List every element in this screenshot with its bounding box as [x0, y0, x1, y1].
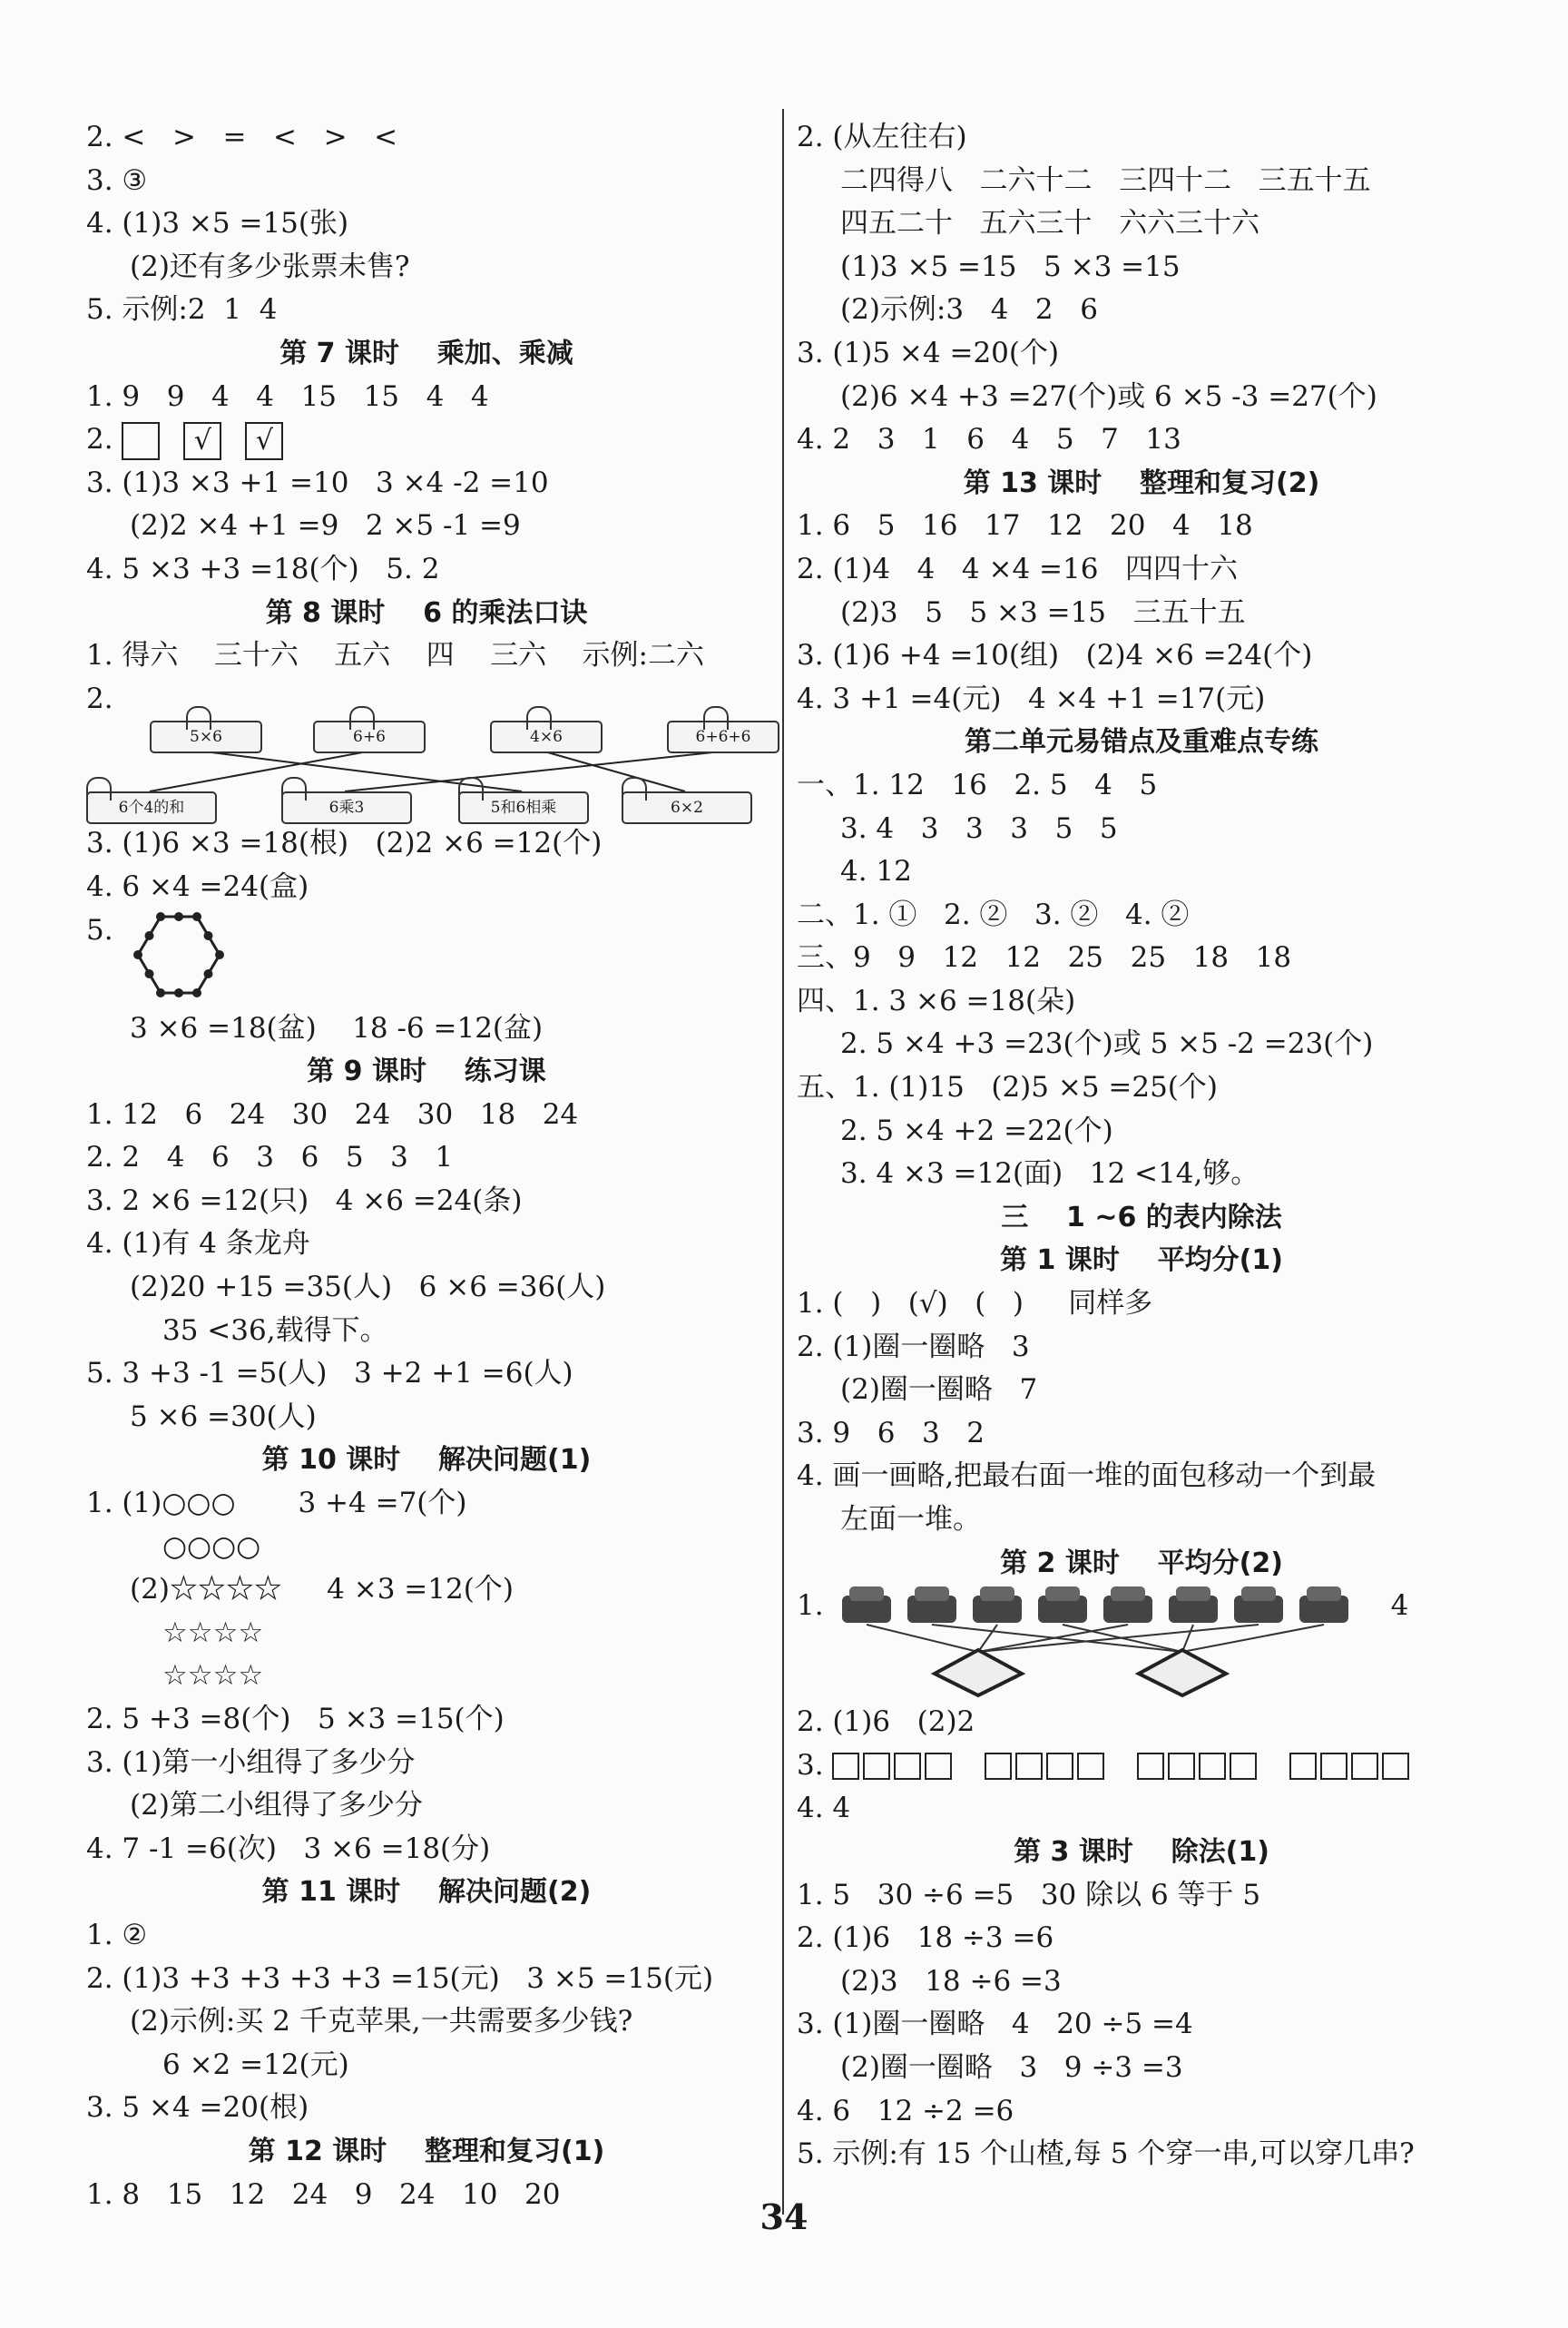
- answer-line: [86, 1698, 767, 1742]
- section-heading: [86, 1050, 767, 1094]
- answer-text: 四、1. 3 ×6 =18(朵): [797, 984, 1076, 1017]
- answer-text: 1. 12 6 24 30 24 30 18 24: [86, 1097, 579, 1131]
- bread-icon: [1038, 1586, 1087, 1623]
- answer-text: (2)圈一圈略 3 9 ÷3 =3: [840, 2050, 1183, 2084]
- answer-line: [797, 418, 1486, 462]
- answer-text: 一、1. 12 16 2. 5 4 5: [797, 768, 1158, 801]
- answer-text: 5.: [86, 913, 113, 947]
- empty-square: [1351, 1753, 1378, 1780]
- answer-box: √: [183, 422, 221, 460]
- answer-line: [797, 850, 1486, 894]
- answer-text: 3. (1)6 +4 =10(组) (2)4 ×6 =24(个): [797, 639, 1313, 673]
- expression-tag: 6+6: [313, 721, 426, 753]
- answer-text: 3. (1)6 ×3 =18(根) (2)2 ×6 =12(个): [86, 827, 603, 860]
- expression-tag: 6乘3: [281, 791, 412, 824]
- answer-line: [797, 1917, 1486, 1960]
- answer-line: [797, 2133, 1486, 2176]
- section-heading: [797, 1831, 1486, 1874]
- empty-square: [1046, 1753, 1073, 1780]
- answer-line: [797, 505, 1486, 548]
- answer-text: 二四得八 二六十二 三四十二 三五十五: [840, 163, 1371, 197]
- answer-text: 4. 2 3 1 6 4 5 7 13: [797, 423, 1181, 457]
- answer-line: [797, 1787, 1486, 1831]
- answer-line: [86, 202, 767, 246]
- hexagon-dot: [192, 912, 201, 921]
- tag-hook-icon: [703, 706, 729, 730]
- empty-square: [863, 1753, 890, 1780]
- answer-text: ☆☆☆☆: [162, 1616, 264, 1649]
- hexagon-dot: [203, 969, 212, 978]
- answer-line: [86, 1352, 767, 1396]
- answer-text: (2)第二小组得了多少分: [130, 1789, 423, 1822]
- answer-text: 三、9 9 12 12 25 25 18 18: [797, 941, 1292, 975]
- answer-line: [86, 2087, 767, 2130]
- empty-square: [832, 1753, 859, 1780]
- answer-line: [797, 160, 1486, 203]
- hexagon-dot: [203, 931, 212, 940]
- section-heading: [797, 1542, 1486, 1586]
- answer-text: (2)示例:3 4 2 6: [840, 293, 1098, 327]
- answer-line: [86, 1526, 767, 1569]
- section-heading: [797, 462, 1486, 506]
- heading-text: 第 7 课时 乘加、乘减: [279, 337, 573, 369]
- answer-text: 2. < > = < > <: [86, 121, 398, 153]
- bread-icon: [1103, 1586, 1152, 1623]
- answer-line: [797, 1023, 1486, 1066]
- empty-square: [1199, 1753, 1226, 1780]
- answer-text: 5. 示例:2 1 4: [86, 293, 278, 327]
- answer-text: 2.: [86, 682, 113, 715]
- answer-text: 1. 5 30 ÷6 =5 30 除以 6 等于 5: [797, 1878, 1261, 1911]
- answer-text: 3. ③: [86, 163, 148, 197]
- heading-text: 第 8 课时 6 的乘法口诀: [265, 596, 588, 629]
- bread-figure: [833, 1585, 1432, 1698]
- answer-text: 4. 5 ×3 +3 =18(个) 5. 2: [86, 552, 440, 585]
- answer-line: [86, 1655, 767, 1698]
- answer-line: [86, 1223, 767, 1266]
- square-group: [832, 1744, 956, 1788]
- section-heading: [797, 1239, 1486, 1282]
- left-column: [86, 116, 767, 2216]
- answer-line: [797, 1874, 1486, 1918]
- answer-text: 2. (1)6 (2)2: [797, 1705, 975, 1739]
- answer-line: [797, 1369, 1486, 1412]
- answer-line: [797, 937, 1486, 980]
- hexagon-dot: [156, 912, 165, 921]
- answer-text: 1. 得六 三十六 五六 四 三六 示例:二六: [86, 639, 704, 673]
- heading-text: 第 11 课时 解决问题(2): [261, 1876, 592, 1909]
- answer-text: (2)还有多少张票未售?: [130, 250, 410, 283]
- answer-line: [797, 1960, 1486, 2004]
- answer-line: [797, 980, 1486, 1024]
- answer-line: [797, 1744, 1486, 1788]
- answer-line: [797, 678, 1486, 722]
- answer-text: 2.: [86, 423, 122, 457]
- answer-text: 左面一堆。: [840, 1503, 981, 1536]
- answer-text: (2)20 +15 =35(人) 6 ×6 =36(人): [130, 1271, 606, 1304]
- answer-text: 3. 4 ×3 =12(面) 12 <14,够。: [840, 1157, 1259, 1191]
- answer-line: [797, 894, 1486, 938]
- answer-line: [797, 2090, 1486, 2134]
- answer-text: 1. ②: [86, 1918, 148, 1951]
- hexagon-dot: [174, 912, 183, 921]
- matching-figure: [86, 721, 767, 822]
- match-line: [978, 1625, 1128, 1652]
- answer-line: [86, 1742, 767, 1785]
- answer-line: [86, 1784, 767, 1828]
- answer-text: 3 ×6 =18(盆) 18 -6 =12(盆): [130, 1011, 544, 1045]
- hexagon-dot: [144, 969, 153, 978]
- answer-text: 2. 5 ×4 +3 =23(个)或 5 ×5 -2 =23(个): [840, 1027, 1374, 1061]
- heading-text: 第 3 课时 除法(1): [1014, 1835, 1269, 1868]
- answer-text: 1.: [797, 1589, 824, 1623]
- answer-line: [86, 1310, 767, 1353]
- answer-line: [797, 2047, 1486, 2090]
- answer-line: [797, 289, 1486, 332]
- answer-text: 4. (1)3 ×5 =15(张): [86, 207, 349, 241]
- answer-text: (2)3 18 ÷6 =3: [840, 1964, 1062, 1998]
- match-line: [1182, 1625, 1193, 1652]
- answer-line: [797, 548, 1486, 592]
- empty-square: [985, 1753, 1012, 1780]
- answer-text: 2. (1)4 4 4 ×4 =16 四四十六: [797, 552, 1239, 585]
- expression-tag: 4×6: [490, 721, 603, 753]
- answer-text: 4. (1)有 4 条龙舟: [86, 1227, 310, 1261]
- answer-line: [797, 1153, 1486, 1196]
- answer-line: [86, 1612, 767, 1655]
- hexagon-dot: [133, 950, 142, 959]
- answer-line: [797, 1066, 1486, 1110]
- answer-text: (2)圈一圈略 7: [840, 1373, 1038, 1407]
- section-heading: [86, 332, 767, 376]
- answer-text: 1. 8 15 12 24 9 24 10 20: [86, 2177, 561, 2211]
- answer-text: (2)示例:买 2 千克苹果,一共需要多少钱?: [130, 2005, 633, 2038]
- answer-line: [86, 116, 767, 160]
- answer-line: [86, 418, 767, 462]
- answer-text: 四五二十 五六三十 六六三十六: [840, 207, 1260, 241]
- answer-line: [797, 764, 1486, 808]
- empty-square: [1137, 1753, 1164, 1780]
- column-divider: [782, 109, 784, 2215]
- bread-plates-diagram: [833, 1585, 1432, 1698]
- bread-icon: [842, 1586, 891, 1623]
- bread-icon: [1299, 1586, 1348, 1623]
- answer-text: 4. 6 ×4 =24(盒): [86, 869, 309, 903]
- heading-text: 第 2 课时 平均分(2): [1000, 1547, 1283, 1579]
- answer-text: (2)6 ×4 +3 =27(个)或 6 ×5 -3 =27(个): [840, 379, 1377, 413]
- answer-text: ○○○○: [162, 1529, 261, 1563]
- answer-line: [86, 160, 767, 203]
- tag-hook-icon: [458, 777, 484, 801]
- match-line: [1182, 1625, 1324, 1652]
- answer-text: 2. (从左往右): [797, 121, 967, 153]
- answer-text: 5 ×6 =30(人): [130, 1400, 317, 1433]
- answer-text: (2)3 5 5 ×3 =15 三五十五: [840, 595, 1246, 629]
- hexagon-dot: [192, 988, 201, 997]
- answer-line: [797, 1585, 1486, 1701]
- answer-text: 五、1. (1)15 (2)5 ×5 =25(个): [797, 1071, 1219, 1105]
- answer-line: [86, 505, 767, 548]
- tag-hook-icon: [186, 706, 211, 730]
- answer-text: 1. 6 5 16 17 12 20 4 18: [797, 509, 1253, 543]
- tag-hook-icon: [281, 777, 307, 801]
- expression-tag: 6×2: [622, 791, 752, 824]
- answer-line: [86, 634, 767, 678]
- empty-square: [1382, 1753, 1409, 1780]
- answer-line: [86, 1094, 767, 1137]
- answer-line: [86, 1914, 767, 1958]
- answer-line: [86, 376, 767, 419]
- answer-line: [86, 1007, 767, 1051]
- answer-line: [797, 376, 1486, 419]
- answer-box: √: [245, 422, 283, 460]
- answer-line: [797, 1455, 1486, 1498]
- heading-text: 三 1 ~6 的表内除法: [1001, 1201, 1282, 1233]
- answer-text: 3. (1)5 ×4 =20(个): [797, 336, 1060, 369]
- answer-line: [797, 116, 1486, 160]
- answer-text: 4. 4: [797, 1792, 851, 1825]
- answer-text: 3. 5 ×4 =20(根): [86, 2091, 309, 2125]
- answer-line: [797, 1282, 1486, 1326]
- tag-hook-icon: [86, 777, 112, 801]
- bread-answer: 4: [1390, 1589, 1409, 1623]
- empty-square: [894, 1753, 921, 1780]
- answer-line: [797, 634, 1486, 678]
- empty-square: [925, 1753, 952, 1780]
- answer-text: 3. 9 6 3 2: [797, 1416, 985, 1449]
- bread-icon: [1234, 1586, 1283, 1623]
- answer-text: 1. ( ) (√) ( ) 同样多: [797, 1287, 1153, 1321]
- section-heading: [86, 1439, 767, 1482]
- bread-icon: [973, 1586, 1022, 1623]
- section-heading: [86, 1871, 767, 1914]
- match-line: [978, 1625, 997, 1652]
- answer-text: 2. 5 +3 =8(个) 5 ×3 =15(个): [86, 1703, 505, 1735]
- answer-line: [797, 592, 1486, 635]
- heading-text: 第 10 课时 解决问题(1): [261, 1444, 592, 1477]
- empty-square: [1320, 1753, 1348, 1780]
- answer-text: 5. 3 +3 -1 =5(人) 3 +2 +1 =6(人): [86, 1357, 573, 1390]
- answer-text: 2. (1)3 +3 +3 +3 +3 =15(元) 3 ×5 =15(元): [86, 1961, 714, 1995]
- expression-tag: 5和6相乘: [458, 791, 589, 824]
- answer-text: 3. 4 3 3 3 5 5: [840, 811, 1118, 845]
- empty-square: [1077, 1753, 1104, 1780]
- hexagon-outline: [138, 917, 220, 993]
- hexagon-dot: [174, 988, 183, 997]
- answer-line: [86, 1958, 767, 2001]
- answer-box: [122, 422, 160, 460]
- answer-text: 4. 7 -1 =6(次) 3 ×6 =18(分): [86, 1832, 491, 1865]
- expression-tag: 6+6+6: [667, 721, 779, 753]
- answer-line: [86, 1266, 767, 1310]
- answer-line: [797, 332, 1486, 376]
- answer-text: 35 <36,载得下。: [162, 1313, 388, 1347]
- answer-text: 1. 9 9 4 4 15 15 4 4: [86, 379, 489, 413]
- square-group: [1289, 1744, 1413, 1788]
- answer-line: [86, 2000, 767, 2044]
- answer-line: [86, 822, 767, 866]
- answer-line: [797, 1701, 1486, 1744]
- match-line: [978, 1625, 1259, 1652]
- tag-hook-icon: [622, 777, 647, 801]
- tag-hook-icon: [526, 706, 552, 730]
- heading-text: 第 9 课时 练习课: [307, 1056, 546, 1088]
- answer-text: 4. 6 12 ÷2 =6: [797, 2094, 1014, 2127]
- empty-square: [1168, 1753, 1195, 1780]
- plate-icon: [1139, 1650, 1226, 1695]
- expression-tag: 5×6: [150, 721, 262, 753]
- answer-text: 3. (1)3 ×3 +1 =10 3 ×4 -2 =10: [86, 466, 549, 499]
- answer-line: [86, 678, 767, 823]
- plate-icon: [935, 1650, 1022, 1695]
- answer-text: 3. (1)圈一圈略 4 20 ÷5 =4: [797, 2008, 1193, 2041]
- answer-text: (1)3 ×5 =15 5 ×3 =15: [840, 250, 1181, 283]
- heading-text: 第 1 课时 平均分(1): [1000, 1244, 1283, 1277]
- answer-line: [86, 866, 767, 909]
- section-heading: [86, 2130, 767, 2174]
- answer-line: [86, 1828, 767, 1871]
- answer-line: [797, 808, 1486, 851]
- heading-text: 第 12 课时 整理和复习(1): [248, 2135, 605, 2167]
- answer-text: 4. 画一画略,把最右面一堆的面包移动一个到最: [797, 1459, 1377, 1493]
- hexagon-figure: [124, 909, 233, 1000]
- answer-line: [86, 1136, 767, 1180]
- answer-text: 6 ×2 =12(元): [162, 2048, 349, 2081]
- answer-line: [86, 1568, 767, 1612]
- heading-text: 第 13 课时 整理和复习(2): [963, 467, 1320, 499]
- hexagon-dot: [144, 931, 153, 940]
- bread-icon: [1169, 1586, 1218, 1623]
- tag-hook-icon: [349, 706, 375, 730]
- expression-tag: 6个4的和: [86, 791, 217, 824]
- answer-text: 2. (1)6 18 ÷3 =6: [797, 1921, 1054, 1955]
- section-heading: [797, 1196, 1486, 1240]
- answer-text: 3.: [797, 1748, 833, 1782]
- section-heading: [86, 592, 767, 635]
- answer-line: [86, 909, 767, 1007]
- answer-text: 4. 12: [840, 855, 912, 889]
- answer-text: (2)☆☆☆☆ 4 ×3 =12(个): [130, 1573, 514, 1606]
- answer-line: [797, 246, 1486, 290]
- answer-line: [86, 1180, 767, 1223]
- empty-square: [1015, 1753, 1043, 1780]
- answer-line: [86, 289, 767, 332]
- page-number: 34: [760, 2196, 808, 2237]
- answer-text: ☆☆☆☆: [162, 1659, 264, 1693]
- answer-text: 2. 5 ×4 +2 =22(个): [840, 1114, 1113, 1147]
- answer-line: [86, 462, 767, 506]
- answer-line: [86, 548, 767, 592]
- answer-line: [797, 1110, 1486, 1154]
- hexagon-dot: [156, 988, 165, 997]
- answer-text: 二、1. ① 2. ② 3. ② 4. ②: [797, 898, 1190, 931]
- answer-line: [86, 1396, 767, 1439]
- square-group: [985, 1744, 1108, 1788]
- hexagon-dot: [215, 950, 224, 959]
- answer-line: [86, 2044, 767, 2087]
- answer-text: 2. (1)圈一圈略 3: [797, 1330, 1030, 1363]
- answer-text: 5. 示例:有 15 个山楂,每 5 个穿一串,可以穿几串?: [797, 2137, 1415, 2171]
- answer-line: [797, 2003, 1486, 2047]
- empty-square: [1230, 1753, 1257, 1780]
- answer-text: 3. (1)第一小组得了多少分: [86, 1745, 416, 1779]
- answer-line: [86, 246, 767, 290]
- answer-text: 2. 2 4 6 3 6 5 3 1: [86, 1141, 454, 1174]
- section-heading: [797, 721, 1486, 764]
- answer-line: [797, 202, 1486, 246]
- answer-text: 3. 2 ×6 =12(只) 4 ×6 =24(条): [86, 1184, 523, 1217]
- right-column: [797, 116, 1486, 2176]
- answer-text: 1. (1)○○○ 3 +4 =7(个): [86, 1487, 467, 1520]
- empty-square: [1289, 1753, 1317, 1780]
- bread-icon: [907, 1586, 956, 1623]
- square-group: [1137, 1744, 1260, 1788]
- heading-text: 第二单元易错点及重难点专练: [965, 726, 1318, 759]
- answer-text: (2)2 ×4 +1 =9 2 ×5 -1 =9: [130, 509, 521, 543]
- answer-line: [797, 1326, 1486, 1370]
- answer-line: [797, 1498, 1486, 1542]
- answer-line: [86, 1482, 767, 1526]
- answer-line: [797, 1412, 1486, 1456]
- answer-text: 4. 3 +1 =4(元) 4 ×4 +1 =17(元): [797, 682, 1266, 715]
